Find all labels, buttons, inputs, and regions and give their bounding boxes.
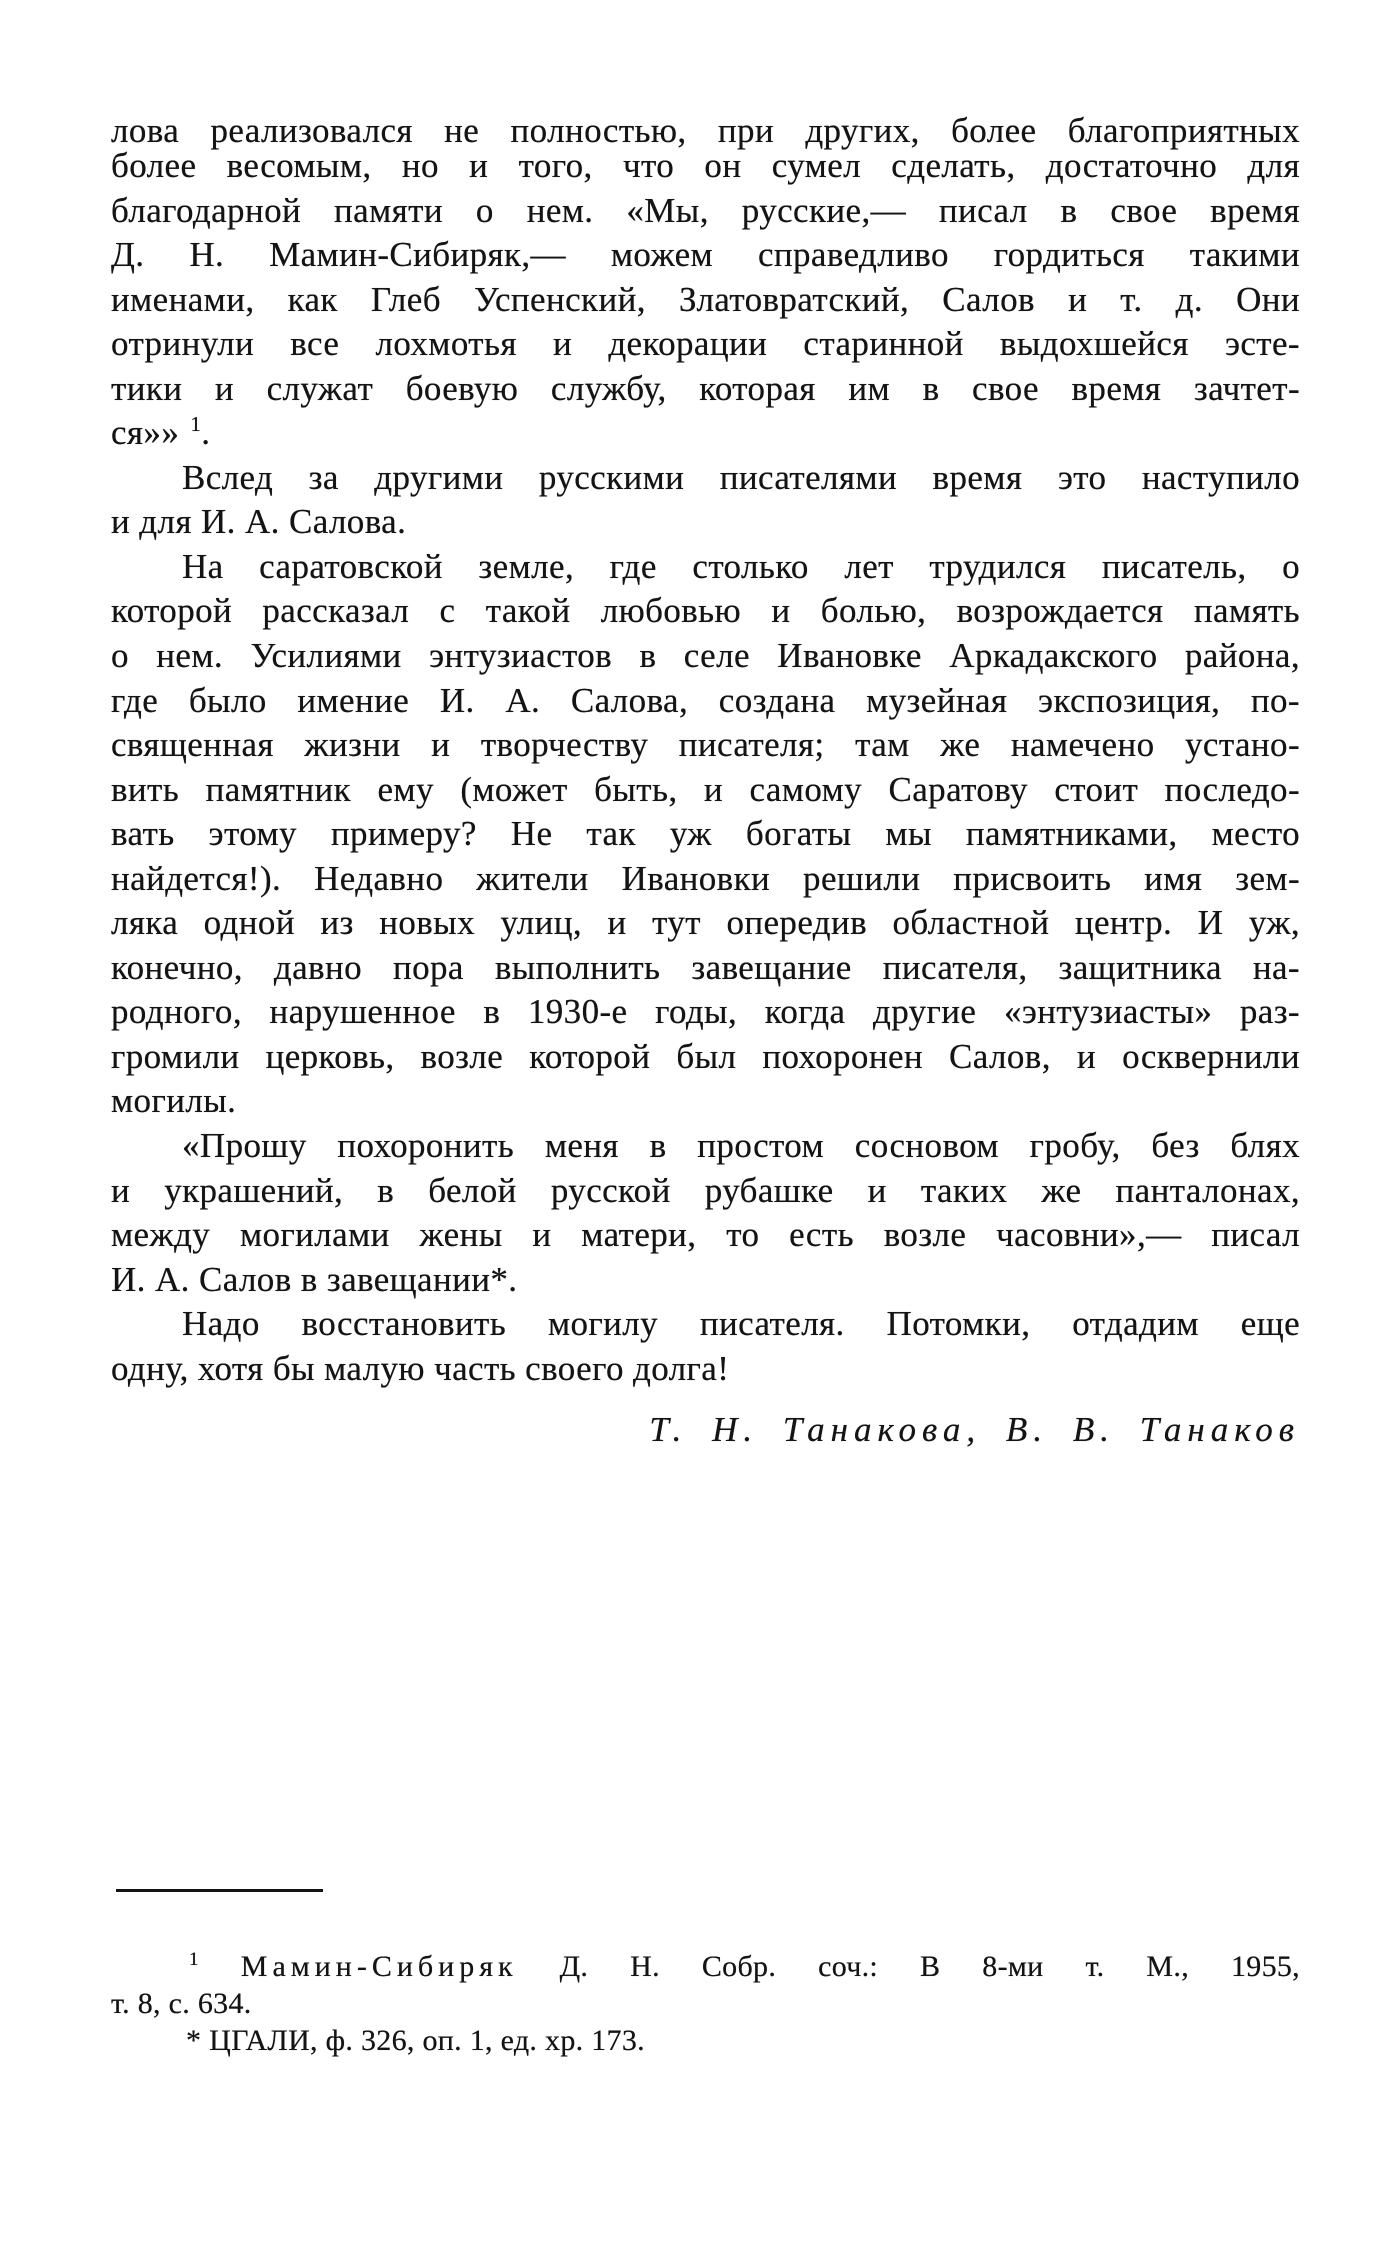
text-line: и для И. А. Салова. [111,502,407,542]
text-line: благодарной памяти о нем. «Мы, русские,— писал в свое время [111,190,1300,230]
text-fragment: ся»» [111,413,180,453]
footnote-divider [116,1889,323,1892]
text-line: Вслед за другими русскими писателями время это наступило [182,457,1300,497]
text-line: где было имение И. А. Салова, создана музейная экспозиция, по- [111,680,1300,720]
footnote-text: ЦГАЛИ, ф. 326, оп. 1, ед. хр. 173. [209,2024,645,2057]
text-line: Д. Н. Мамин-Сибиряк,— можем справедливо гордиться такими [111,235,1300,275]
text-line: вить памятник ему (может быть, и самому Саратову стоит последо- [111,769,1300,809]
text-line: родного, нарушенное в 1930-е годы, когда другие «энтузиасты» раз- [111,992,1300,1032]
text-line: «Прошу похоронить меня в простом сосновом гробу, без блях [182,1126,1300,1166]
text-line: священная жизни и творчеству писателя; там же намечено устано- [111,725,1300,765]
footnote-text: Д. Н. Собр. соч.: В 8-ми т. М., 1955, [559,1950,1300,1983]
text-line: более весомым, но и того, что он сумел сделать, достаточно для [111,146,1300,185]
paragraph [111,545,1300,1124]
text-line: громили церковь, возле которой был похоронен Салов, и осквернили [111,1036,1300,1076]
text-line: тики и служат боевую службу, которая им в свое время зачтет- [111,368,1300,408]
text-fragment: . [201,413,211,453]
text-line: о нем. Усилиями энтузиастов в селе Ивановке Аркадакского района, [111,636,1300,676]
footnote-mark: * [186,2024,202,2057]
text-line: Надо восстановить могилу писателя. Потомки, отдадим еще [182,1304,1300,1344]
footnote-ref: 1 [190,412,202,437]
paragraph [111,456,1300,545]
footnote-continuation: т. 8, с. 634. [111,1987,252,2020]
text-line: лова реализовался не полностью, при других, более благоприятных [111,111,1300,150]
text-line: и украшений, в белой русской рубашке и таких же панталонах, [111,1170,1300,1210]
text-line: найдется!). Недавно жители Ивановки решили присвоить имя зем- [111,858,1300,898]
text-line: На саратовской земле, где столько лет трудился писатель, о [182,546,1300,586]
main-text [111,109,1300,1453]
text-line: И. А. Салов в завещании*. [111,1259,518,1299]
text-line: которой рассказал с такой любовью и болью, возрождается память [111,591,1300,631]
text-line: ляка одной из новых улиц, и тут опередив областной центр. И уж, [111,903,1300,943]
paragraph [111,109,1300,456]
author-signature: Т. Н. Танакова, В. В. Танаков [649,1410,1300,1450]
text-line: могилы. [111,1081,237,1121]
text-line: одну, хотя бы малую часть своего долга! [111,1348,730,1388]
text-line: вать этому примеру? Не так уж богаты мы памятниками, место [111,814,1300,854]
footnote [111,2022,1300,2059]
text-line: между могилами жены и матери, то есть возле часовни»,— писал [111,1215,1300,1255]
paragraph [111,1302,1300,1391]
text-line [111,411,1300,456]
text-line: конечно, давно пора выполнить завещание писателя, защитника на- [111,947,1300,987]
footnote-author: Мамин-Сибиряк [240,1950,518,1983]
text-line: отринули все лохмотья и декорации старинной выдохшейся эсте- [111,324,1300,364]
footnote-mark: 1 [189,1949,199,1970]
paragraph [111,1124,1300,1302]
footnote [111,1948,1300,1985]
text-line: именами, как Глеб Успенский, Златовратский, Салов и т. д. Они [111,279,1300,319]
footnotes [111,1948,1300,2059]
